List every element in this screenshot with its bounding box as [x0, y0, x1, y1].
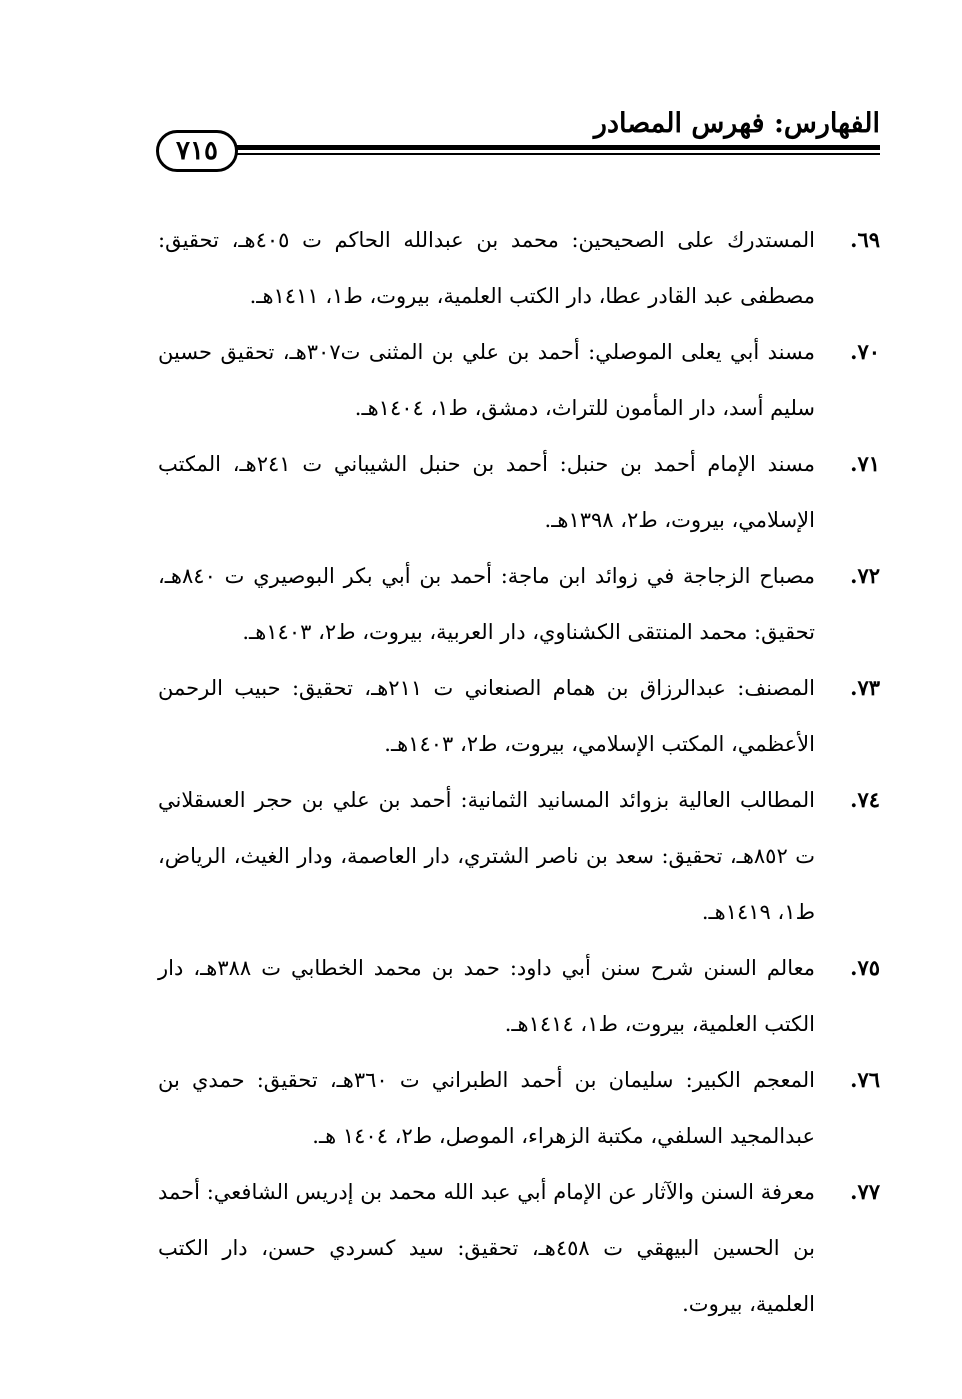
entry-text: معالم السنن شرح سنن أبي داود: حمد بن محمد الخطابي ت ٣٨٨هـ، دار الكتب العلمية، بيروت، ط١، ١٤١٤هـ. — [158, 956, 815, 1036]
header-rule-thick — [230, 145, 880, 150]
header-rule-thin — [230, 153, 880, 155]
entry-number: ٧٥. — [850, 955, 880, 980]
entry-number: ٦٩. — [850, 227, 880, 252]
entry-text: مسند الإمام أحمد بن حنبل: أحمد بن حنبل الشيباني ت ٢٤١هـ، المكتب الإسلامي، بيروت، ط٢، ١٣٩٨هـ. — [158, 452, 815, 532]
running-title — [594, 108, 880, 139]
page-number: ٧١٥ — [176, 136, 218, 166]
entry-text: مسند أبي يعلى الموصلي: أحمد بن علي بن المثنى ت٣٠٧هـ، تحقيق حسين سليم أسد، دار المأمون للتراث، دمشق، ط١، ١٤٠٤هـ. — [158, 340, 815, 420]
running-title-sub: فهرس المصادر — [593, 108, 765, 139]
entry-number: ٧٠. — [850, 339, 880, 364]
entry-text: معرفة السنن والآثار عن الإمام أبي عبد الله محمد بن إدريس الشافعي: أحمد بن الحسين البيهقي ت ٤٥٨هـ، تحقيق: سيد كسردي حسن، دار الكتب العلمية، بيروت. — [158, 1180, 815, 1316]
bibliography-entry — [158, 940, 880, 1052]
bibliography-list — [158, 212, 880, 1332]
entry-number: ٧٣. — [850, 675, 880, 700]
page-number-badge — [156, 130, 238, 172]
page-header — [150, 100, 880, 180]
entry-text: المصنف: عبدالرزاق بن همام الصنعاني ت ٢١١هـ، تحقيق: حبيب الرحمن الأعظمي، المكتب الإسلامي، بيروت، ط٢، ١٤٠٣هـ. — [158, 676, 815, 756]
entry-number: ٧١. — [850, 451, 880, 476]
entry-text: المطالب العالية بزوائد المسانيد الثمانية: أحمد بن علي بن حجر العسقلاني ت ٨٥٢هـ، تحقيق: سعد بن ناصر الشتري، دار العاصمة، ودار الغيث، الرياض، ط١، ١٤١٩هـ. — [158, 788, 815, 924]
entry-number: ٧٦. — [850, 1067, 880, 1092]
bibliography-entry — [158, 324, 880, 436]
entry-text: المستدرك على الصحيحين: محمد بن عبدالله الحاكم ت ٤٠٥هـ، تحقيق: مصطفى عبد القادر عطا، دار الكتب العلمية، بيروت، ط١، ١٤١١هـ. — [158, 228, 815, 308]
bibliography-entry — [158, 212, 880, 324]
bibliography-entry — [158, 660, 880, 772]
bibliography-entry — [158, 548, 880, 660]
bibliography-entry — [158, 772, 880, 940]
entry-text: المعجم الكبير: سليمان بن أحمد الطبراني ت ٣٦٠هـ، تحقيق: حمدي بن عبدالمجيد السلفي، مكتبة الزهراء، الموصل، ط٢، ١٤٠٤ هـ. — [158, 1068, 815, 1148]
entry-number: ٧٤. — [850, 787, 880, 812]
entry-number: ٧٧. — [850, 1179, 880, 1204]
running-title-main: الفهارس: — [773, 108, 880, 139]
bibliography-entry — [158, 1052, 880, 1164]
bibliography-entry — [158, 436, 880, 548]
bibliography-entry — [158, 1164, 880, 1332]
entry-number: ٧٢. — [850, 563, 880, 588]
entry-text: مصباح الزجاجة في زوائد ابن ماجة: أحمد بن أبي بكر البوصيري ت ٨٤٠هـ، تحقيق: محمد المنتقى الكشناوي، دار العربية، بيروت، ط٢، ١٤٠٣هـ. — [158, 564, 815, 644]
